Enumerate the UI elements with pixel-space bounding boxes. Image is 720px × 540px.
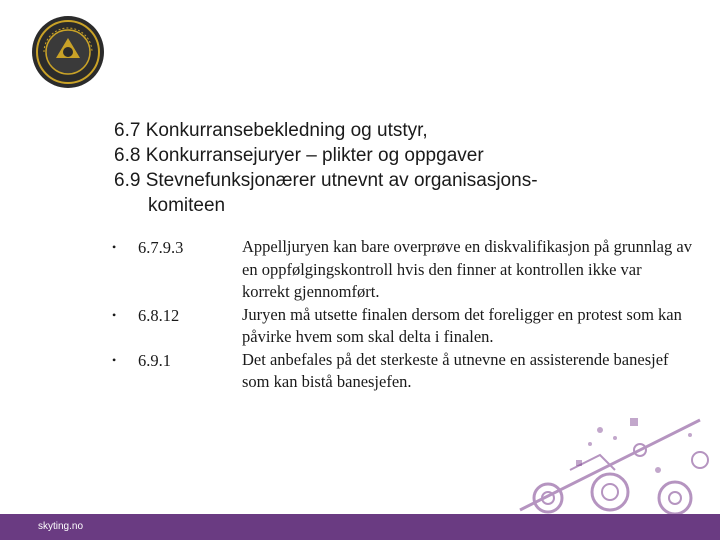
footer-site-link[interactable]: skyting.no — [38, 521, 84, 532]
slide-heading — [114, 118, 694, 218]
rule-item — [112, 304, 702, 349]
rule-item — [112, 349, 702, 394]
rule-number — [112, 349, 242, 394]
rule-text: Det anbefales på det sterkeste å utnevne en assisterende banesjef som kan bistå banesjefen. — [242, 349, 669, 391]
rule-item — [112, 236, 702, 304]
heading-line: komiteen — [148, 195, 226, 216]
bullet-icon: • — [112, 240, 117, 254]
rule-number-label: 6.8.12 — [138, 305, 180, 325]
organization-seal-icon — [30, 14, 106, 90]
bullet-icon: • — [112, 307, 117, 322]
rule-number — [112, 304, 242, 349]
bullet-icon: • — [112, 352, 117, 367]
rule-number-label: 6.7.9.3 — [138, 238, 184, 257]
footer-bar — [0, 514, 720, 540]
heading-line: 6.7 Konkurransebekledning og utstyr, — [114, 120, 428, 141]
rule-number — [112, 236, 242, 304]
target-shooting-decoration — [400, 400, 720, 520]
rule-list — [112, 236, 702, 394]
heading-line: 6.8 Konkurransejuryer – plikter og oppgaver — [114, 145, 484, 166]
rule-number-label: 6.9.1 — [138, 350, 171, 370]
rule-text: Juryen må utsette finalen dersom det foreligger en protest som kan påvirke hvem som skal delta i finalen. — [242, 304, 682, 346]
rule-text: Appelljuryen kan bare overprøve en diskvalifikasjon på grunnlag av en oppfølgingskontroll hvis den finner at kontrollen ikke var korrekt gjennomført. — [242, 237, 692, 301]
heading-line: 6.9 Stevnefunksjonærer utnevnt av organisasjons- — [114, 170, 538, 191]
